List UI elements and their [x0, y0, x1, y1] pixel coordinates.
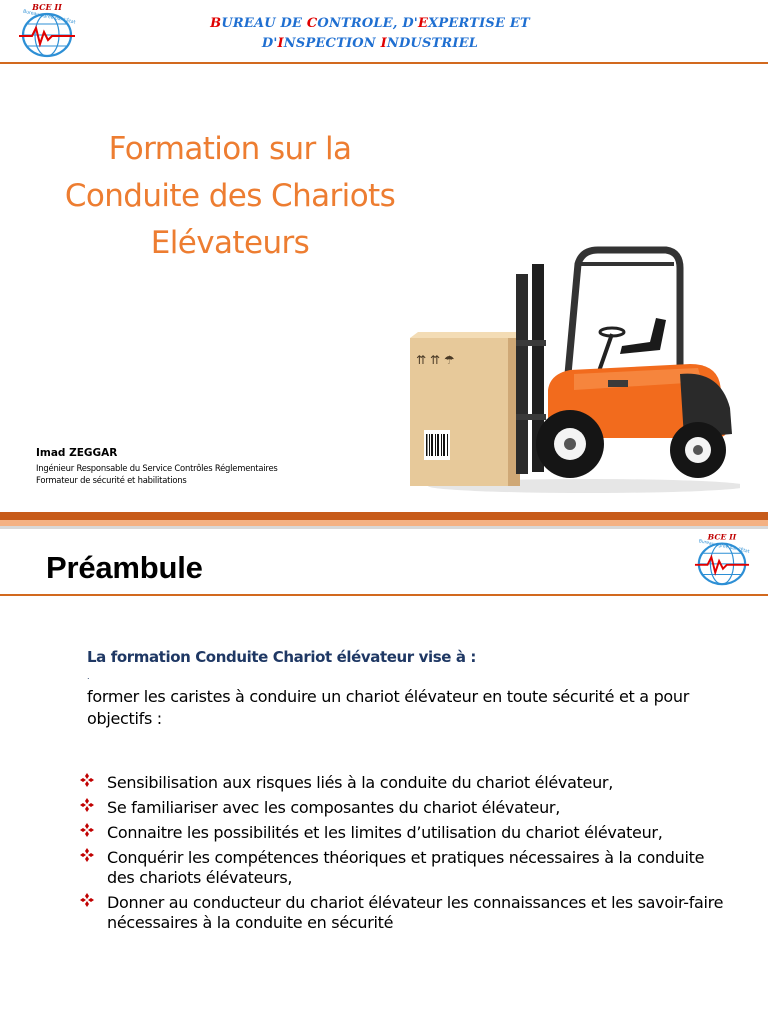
bce-logo-small [690, 532, 754, 588]
list-item [80, 773, 730, 793]
lead-text: La formation Conduite Chariot élévateur vise à : [87, 648, 476, 666]
bullet-text: Sensibilisation aux risques liés à la conduite du chariot élévateur, [107, 773, 613, 792]
title-line-3: Elévateurs [150, 225, 310, 261]
section-rule [0, 594, 768, 596]
bce-logo [14, 2, 80, 60]
author-block [36, 447, 376, 486]
logo-tagline: Bureau agréé par l'État [22, 9, 76, 26]
title-line-2: Conduite des Chariots [64, 178, 396, 214]
forklift-photo [398, 224, 740, 496]
list-item [80, 798, 730, 818]
svg-text:⇈ ⇈ ☂: ⇈ ⇈ ☂ [416, 353, 455, 367]
bullet-text: Conquérir les compétences théoriques et pratiques nécessaires à la conduite des chariots élévateurs, [107, 848, 705, 887]
bullet-text: Donner au conducteur du chariot élévateur les connaissances et les savoir-faire nécessaires à la conduite en sécurité [107, 893, 724, 932]
lead-dot: . [87, 672, 90, 681]
slide-divider [0, 512, 768, 520]
list-item [80, 823, 730, 843]
diamond-bullet-icon [80, 773, 94, 787]
diamond-bullet-icon [80, 848, 94, 862]
header-rule [0, 62, 768, 64]
org-line-1: BUREAU DE CONTROLE, D'EXPERTISE ET [210, 16, 530, 31]
author-role-2: Formateur de sécurité et habilitations [36, 475, 187, 485]
diamond-bullet-icon [80, 798, 94, 812]
list-item [80, 893, 730, 933]
section-heading: Préambule [46, 550, 203, 585]
author-name: Imad ZEGGAR [36, 447, 118, 459]
title-line-1: Formation sur la [108, 131, 352, 167]
logo-tagline-small: Bureau agréé par l'État [698, 539, 750, 555]
diamond-bullet-icon [80, 823, 94, 837]
intro-paragraph: former les caristes à conduire un chariot élévateur en toute sécurité et a pour objectifs : [87, 687, 690, 728]
page-title [30, 126, 430, 267]
list-item [80, 848, 730, 888]
bullet-text: Se familiariser avec les composantes du chariot élévateur, [107, 798, 560, 817]
logo-text: BCE II [32, 2, 62, 12]
logo-text-small: BCE II [707, 532, 737, 542]
slide-divider-shadow [0, 526, 768, 529]
org-line-2: D'INSPECTION INDUSTRIEL [261, 36, 479, 51]
author-role-1: Ingénieur Responsable du Service Contrôles Réglementaires [36, 463, 278, 473]
objectives-list [80, 773, 730, 938]
bullet-text: Connaitre les possibilités et les limites d’utilisation du chariot élévateur, [107, 823, 663, 842]
diamond-bullet-icon [80, 893, 94, 907]
organization-name [150, 14, 590, 54]
